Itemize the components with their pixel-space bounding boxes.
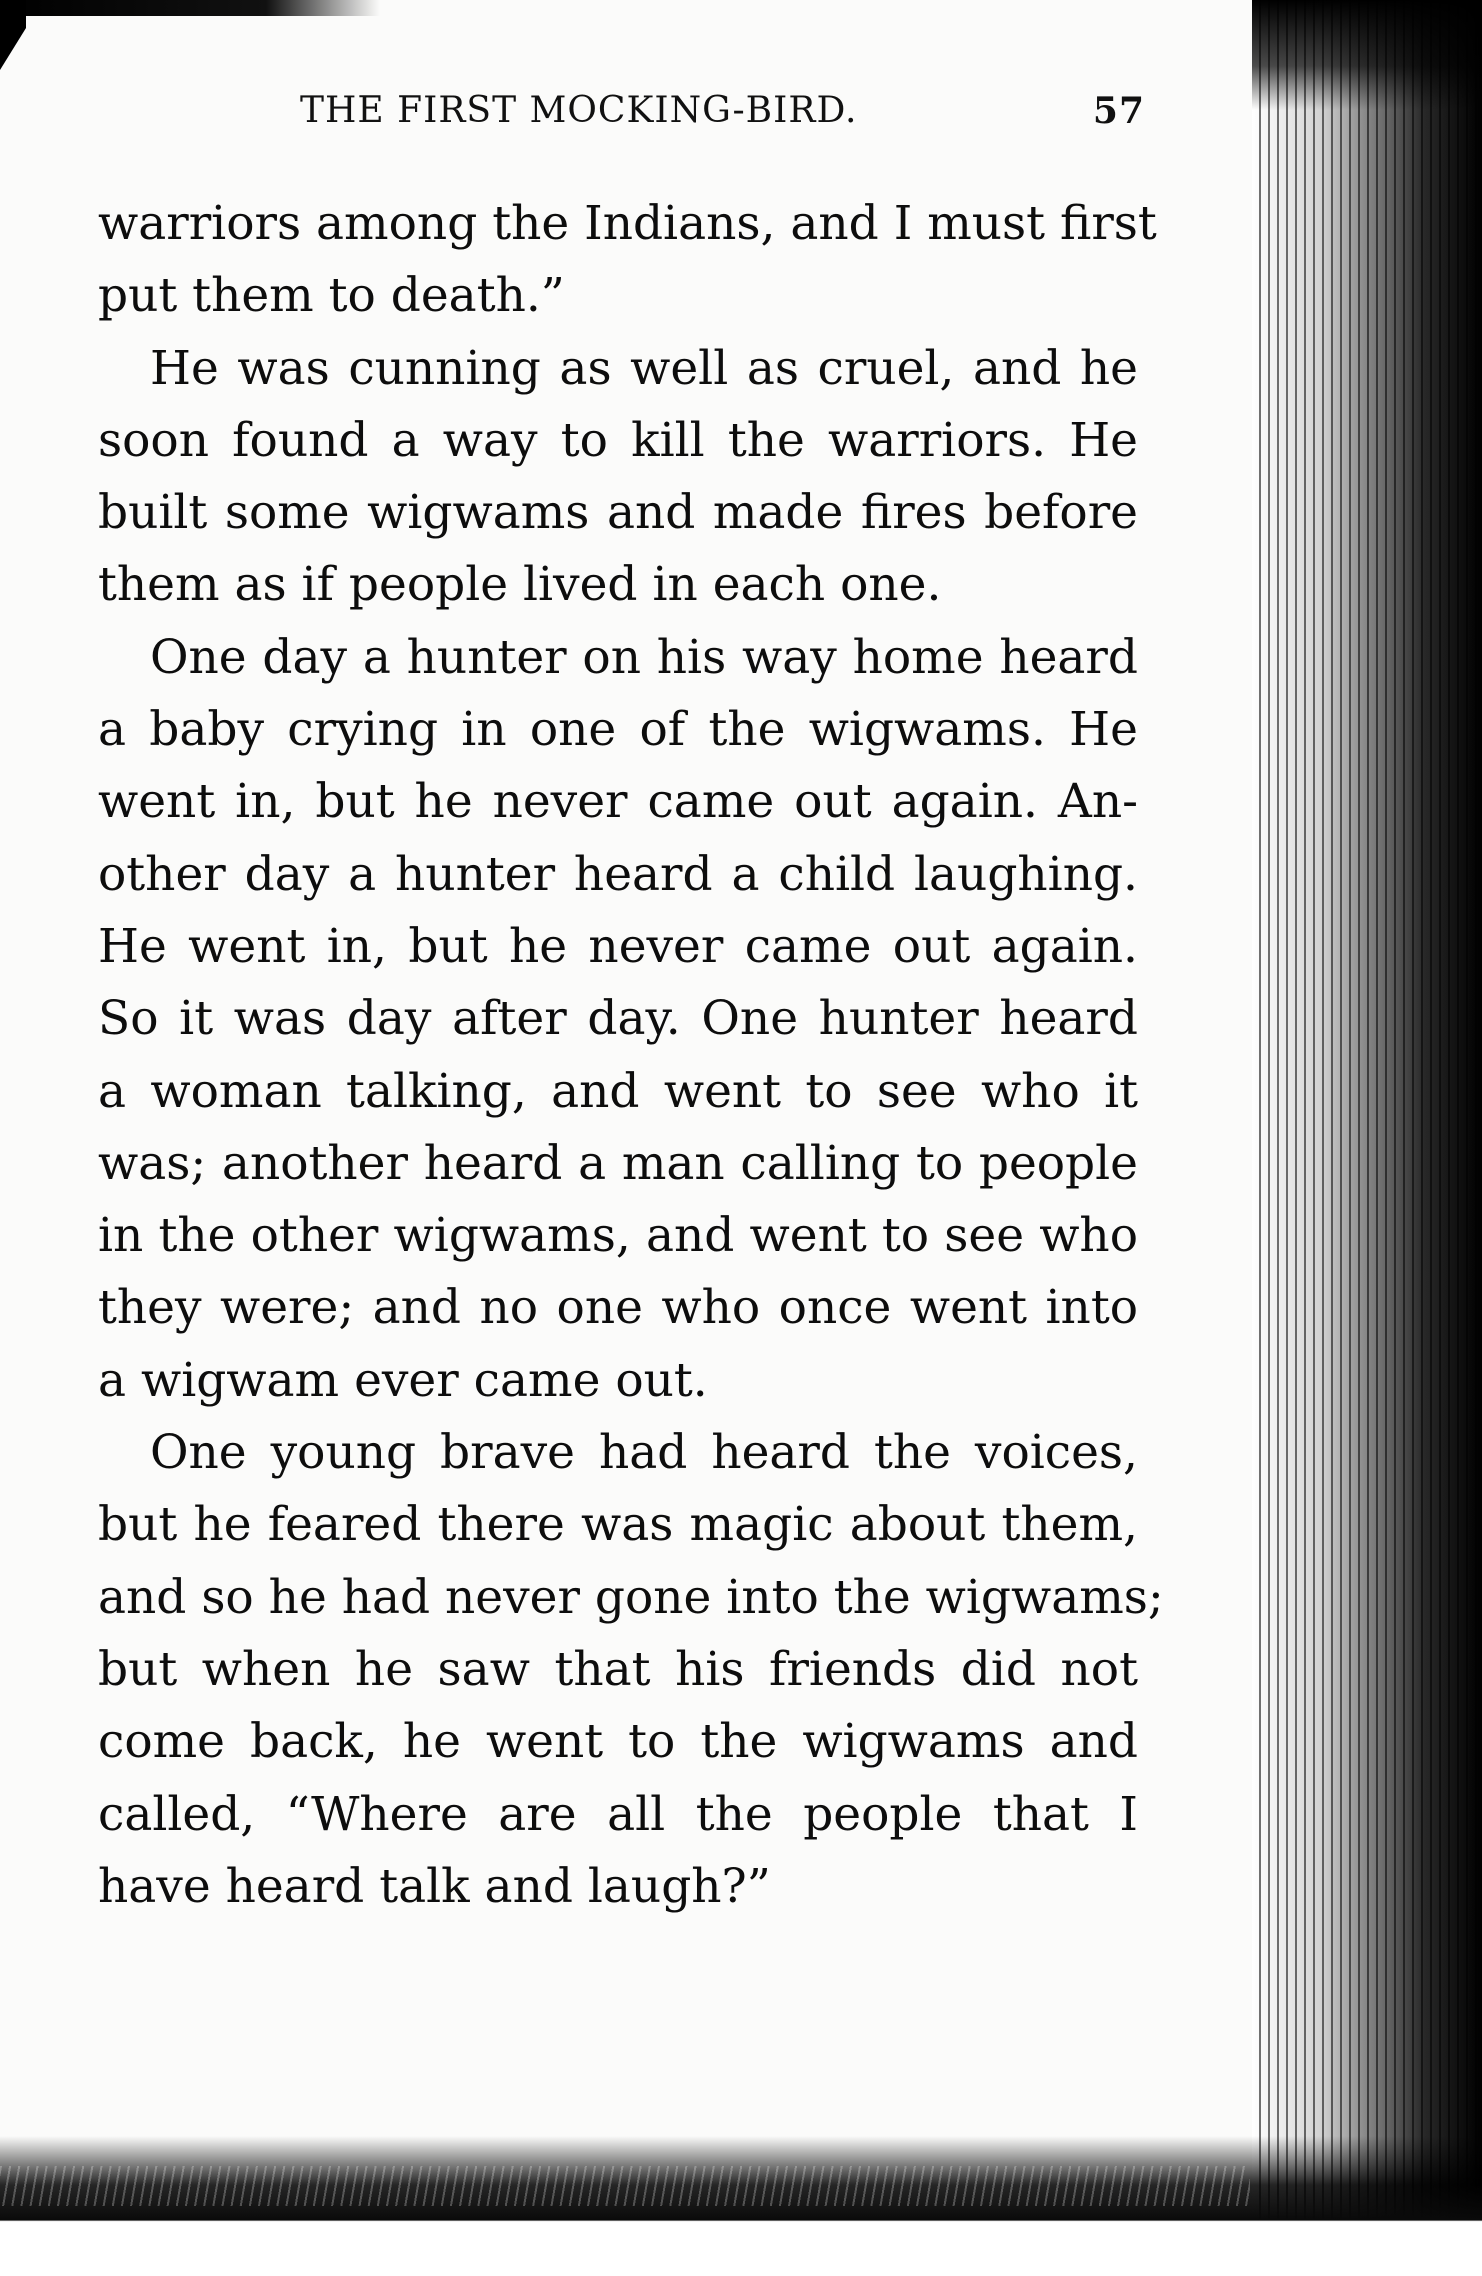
text-line: was; another heard a man calling to people	[98, 1135, 1138, 1191]
running-title: THE FIRST MOCKING-BIRD.	[300, 90, 858, 131]
text-line: put them to death.”	[98, 268, 565, 324]
text-line: other day a hunter heard a child laughing.	[98, 846, 1138, 902]
text-line: they were; and no one who once went into	[98, 1280, 1138, 1336]
text-line: but when he saw that his friends did not	[98, 1641, 1138, 1697]
page-bottom-shadow	[0, 2136, 1482, 2276]
text-line: in the other wigwams, and went to see who	[98, 1208, 1138, 1264]
text-line: have heard talk and laugh?”	[98, 1858, 771, 1914]
text-line: One day a hunter on his way home heard	[150, 629, 1138, 685]
text-line: called, “Where are all the people that I	[98, 1786, 1138, 1842]
text-line: He went in, but he never came out again.	[98, 918, 1138, 974]
scan-edge-top	[0, 0, 380, 16]
text-line: One young brave had heard the voices,	[150, 1425, 1138, 1481]
text-line: So it was day after day. One hunter heard	[98, 991, 1138, 1047]
text-line: built some wigwams and made fires before	[98, 485, 1138, 541]
text-line: a baby crying in one of the wigwams. He	[98, 702, 1138, 758]
running-head	[300, 90, 1150, 150]
text-line: warriors among the Indians, and I must first	[98, 196, 1157, 251]
text-line: a woman talking, and went to see who it	[98, 1063, 1138, 1119]
text-line: them as if people lived in each one.	[98, 557, 942, 613]
book-edge-shadow-top	[1252, 0, 1482, 110]
page-bottom-speckle	[0, 2166, 1250, 2206]
page-number: 57	[1092, 90, 1145, 132]
book-edge-shadow	[1252, 0, 1482, 2276]
body-text	[98, 188, 1164, 1923]
text-line: He was cunning as well as cruel, and he	[150, 340, 1138, 396]
text-line: but he feared there was magic about them,	[98, 1497, 1138, 1553]
text-line: and so he had never gone into the wigwams;	[98, 1569, 1164, 1625]
text-line: a wigwam ever came out.	[98, 1352, 708, 1408]
text-line: went in, but he never came out again. An-	[98, 774, 1138, 830]
text-line: soon found a way to kill the warriors. He	[98, 412, 1138, 468]
text-line: come back, he went to the wigwams and	[98, 1714, 1138, 1770]
scan-edge-left	[0, 0, 26, 70]
